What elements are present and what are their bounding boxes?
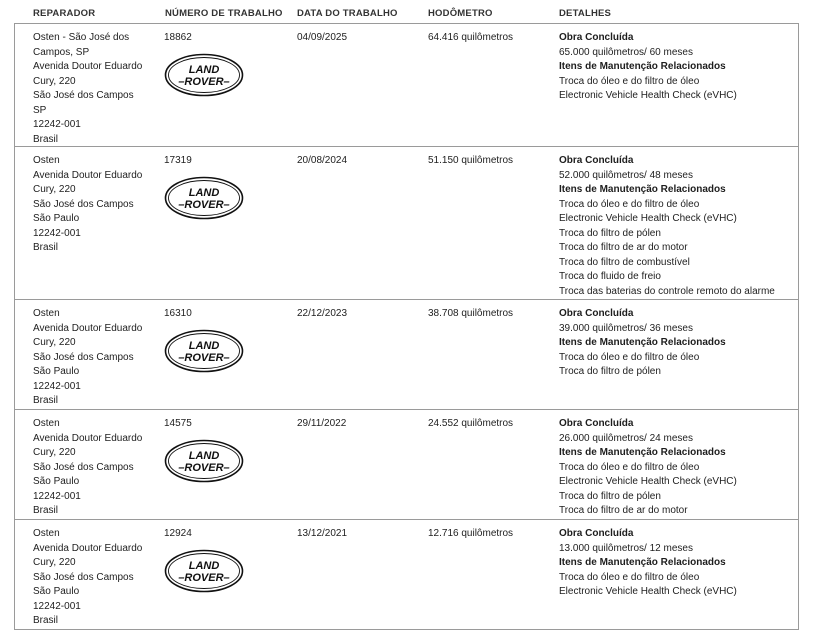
address-line: São Paulo — [33, 586, 80, 597]
address-line: Cury, 220 — [33, 337, 76, 348]
address-line: Osten - São José dos — [33, 32, 130, 43]
job-details — [559, 31, 737, 104]
job-details — [559, 527, 737, 600]
header-job-date: DATA DO TRABALHO — [297, 8, 398, 19]
land-rover-logo — [164, 53, 244, 97]
land-rover-logo-icon — [164, 329, 244, 373]
maintenance-item: Troca do fluido de freio — [559, 271, 661, 282]
job-details — [559, 154, 775, 299]
address-line: Cury, 220 — [33, 75, 76, 87]
address-line: São José dos Campos — [33, 90, 134, 101]
address-line: Brasil — [33, 615, 59, 626]
address-line: Osten — [33, 418, 60, 429]
logo-text-land: LAND — [188, 64, 220, 76]
logo-text-rover: –ROVER– — [178, 462, 230, 474]
land-rover-logo — [164, 439, 244, 483]
address-line: Avenida Doutor Eduardo — [33, 61, 143, 72]
job-date: 29/11/2022 — [297, 418, 347, 429]
address-line: 12242-001 — [33, 380, 81, 392]
job-status: Obra Concluída — [559, 418, 634, 429]
maintenance-item: Electronic Vehicle Health Check (eVHC) — [559, 586, 737, 597]
land-rover-logo-icon — [164, 549, 244, 593]
odometer-reading: 51.150 quilômetros — [428, 155, 514, 166]
job-status: Obra Concluída — [559, 308, 634, 319]
address-line: São Paulo — [33, 213, 80, 224]
address-line: Cury, 220 — [33, 447, 76, 458]
land-rover-logo — [164, 329, 244, 373]
maintenance-item: Troca do filtro de ar do motor — [559, 242, 688, 253]
address-line: Campos, SP — [33, 46, 90, 58]
job-number: 14575 — [164, 418, 192, 429]
logo-text-rover: –ROVER– — [178, 572, 230, 584]
job-date: 22/12/2023 — [297, 308, 348, 319]
service-interval: 13.000 quilômetros/ 12 meses — [559, 542, 693, 554]
land-rover-logo — [164, 549, 244, 593]
address-line: São José dos Campos — [33, 351, 134, 363]
maintenance-item: Troca do óleo e do filtro de óleo — [559, 351, 700, 363]
service-interval: 39.000 quilômetros/ 36 meses — [559, 322, 693, 334]
repairer-address — [33, 31, 142, 147]
maintenance-item: Troca do filtro de pólen — [559, 227, 661, 239]
address-line: São Paulo — [33, 476, 80, 487]
address-line: Osten — [33, 308, 60, 319]
logo-text-rover: –ROVER– — [178, 76, 230, 88]
service-interval: 26.000 quilômetros/ 24 meses — [559, 432, 693, 444]
land-rover-logo-icon — [164, 439, 244, 483]
table-header — [0, 0, 813, 23]
job-number: 18862 — [164, 32, 192, 43]
job-number: 17319 — [164, 155, 192, 166]
maintenance-item: Troca do filtro de pólen — [559, 490, 661, 502]
address-line: São José dos Campos — [33, 461, 134, 473]
address-line: Osten — [33, 155, 60, 166]
related-items-heading: Itens de Manutenção Relacionados — [559, 557, 726, 568]
address-line: Avenida Doutor Eduardo — [33, 169, 143, 181]
logo-text-land: LAND — [188, 187, 220, 199]
address-line: 12242-001 — [33, 227, 81, 239]
service-interval: 52.000 quilômetros/ 48 meses — [559, 169, 693, 181]
address-line: Osten — [33, 528, 60, 539]
logo-text-rover: –ROVER– — [178, 352, 230, 364]
maintenance-item: Troca do filtro de ar do motor — [559, 505, 688, 516]
address-line: São José dos Campos — [33, 198, 134, 210]
address-line: 12242-001 — [33, 119, 81, 130]
job-status: Obra Concluída — [559, 528, 634, 539]
odometer-reading: 12.716 quilômetros — [428, 528, 514, 539]
address-line: São Paulo — [33, 366, 80, 377]
service-record-row — [14, 409, 799, 519]
repairer-address — [33, 527, 142, 629]
related-items-heading: Itens de Manutenção Relacionados — [559, 337, 726, 348]
logo-text-rover: –ROVER– — [178, 199, 230, 211]
service-record-row — [14, 519, 799, 630]
maintenance-item: Troca do óleo e do filtro de óleo — [559, 461, 700, 473]
maintenance-item: Electronic Vehicle Health Check (eVHC) — [559, 476, 737, 487]
maintenance-item: Troca do filtro de combustível — [559, 256, 690, 268]
job-date: 20/08/2024 — [297, 155, 348, 166]
related-items-heading: Itens de Manutenção Relacionados — [559, 61, 726, 72]
header-job-number: NÚMERO DE TRABALHO — [165, 8, 283, 19]
service-record-row — [14, 299, 799, 409]
odometer-reading: 24.552 quilômetros — [428, 418, 514, 429]
header-odometer: HODÔMETRO — [428, 8, 493, 19]
header-repairer: REPARADOR — [33, 8, 96, 19]
land-rover-logo-icon — [164, 176, 244, 220]
job-date: 04/09/2025 — [297, 32, 348, 43]
related-items-heading: Itens de Manutenção Relacionados — [559, 447, 726, 458]
address-line: 12242-001 — [33, 600, 81, 612]
address-line: Brasil — [33, 133, 59, 145]
job-details — [559, 307, 726, 380]
job-number: 16310 — [164, 308, 192, 319]
address-line: Avenida Doutor Eduardo — [33, 432, 143, 444]
job-number: 12924 — [164, 528, 192, 539]
maintenance-item: Electronic Vehicle Health Check (eVHC) — [559, 213, 737, 224]
maintenance-item: Troca do filtro de pólen — [559, 366, 661, 377]
repairer-address — [33, 417, 142, 519]
service-interval: 65.000 quilômetros/ 60 meses — [559, 46, 693, 58]
job-date: 13/12/2021 — [297, 528, 348, 539]
maintenance-item: Troca do óleo e do filtro de óleo — [559, 571, 700, 583]
odometer-reading: 38.708 quilômetros — [428, 308, 514, 319]
header-details: DETALHES — [559, 8, 612, 19]
maintenance-item: Troca do óleo e do filtro de óleo — [559, 198, 700, 210]
address-line: São José dos Campos — [33, 571, 134, 583]
odometer-reading: 64.416 quilômetros — [428, 32, 514, 43]
address-line: Avenida Doutor Eduardo — [33, 322, 143, 334]
maintenance-item: Troca do óleo e do filtro de óleo — [559, 75, 700, 87]
address-line: Brasil — [33, 395, 59, 406]
service-record-row — [14, 146, 799, 299]
land-rover-logo-icon — [164, 53, 244, 97]
address-line: Brasil — [33, 505, 59, 516]
address-line: Cury, 220 — [33, 184, 76, 195]
job-details — [559, 417, 737, 519]
logo-text-land: LAND — [188, 560, 220, 572]
service-record-row — [14, 23, 799, 146]
job-status: Obra Concluída — [559, 32, 634, 43]
logo-text-land: LAND — [188, 340, 220, 352]
maintenance-item: Troca das baterias do controle remoto do alarme — [559, 285, 775, 297]
related-items-heading: Itens de Manutenção Relacionados — [559, 184, 726, 195]
land-rover-logo — [164, 176, 244, 220]
maintenance-item: Electronic Vehicle Health Check (eVHC) — [559, 90, 737, 101]
address-line: Brasil — [33, 242, 59, 253]
address-line: Cury, 220 — [33, 557, 76, 568]
logo-text-land: LAND — [188, 450, 220, 462]
address-line: 12242-001 — [33, 490, 81, 502]
repairer-address — [33, 307, 142, 409]
repairer-address — [33, 154, 142, 256]
address-line: Avenida Doutor Eduardo — [33, 542, 143, 554]
address-line: SP — [33, 104, 47, 116]
job-status: Obra Concluída — [559, 155, 634, 166]
